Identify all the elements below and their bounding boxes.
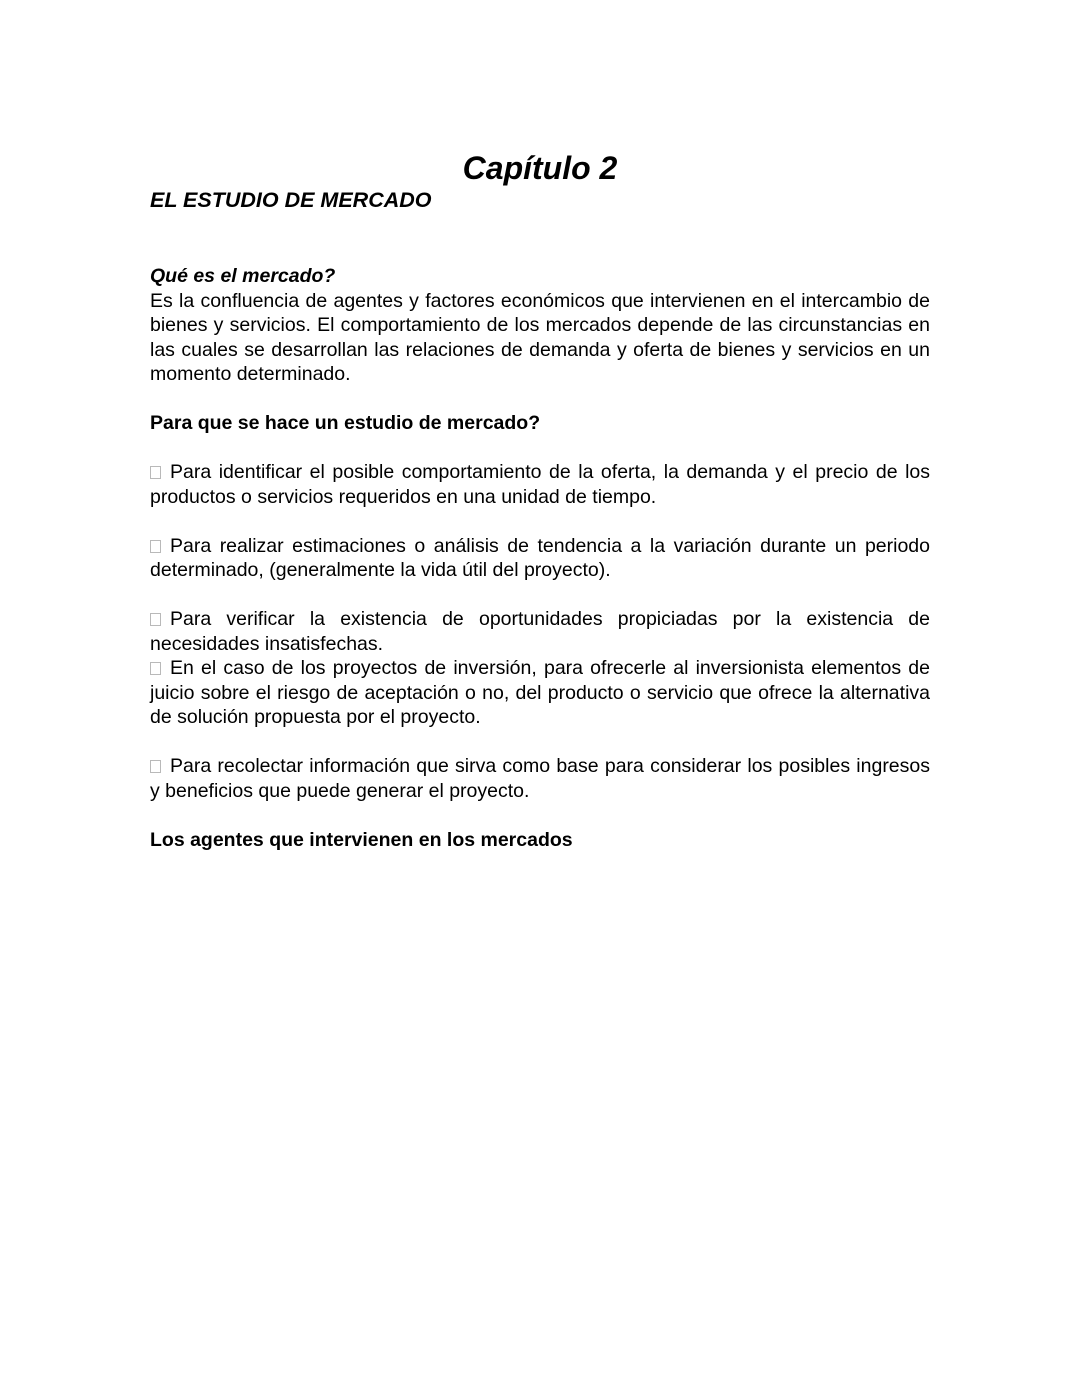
question-heading-market: Qué es el mercado?: [150, 265, 336, 287]
bullet-box-icon: [150, 466, 161, 479]
document-body: [150, 264, 930, 852]
bullet-item: [150, 607, 930, 656]
bullet-text: Para recolectar información que sirva como base para considerar los posibles ingresos y beneficios que puede generar el proyecto.: [150, 755, 930, 802]
spacer: [150, 583, 930, 608]
bullet-text: Para identificar el posible comportamiento de la oferta, la demanda y el precio de los productos o servicios requeridos en una unidad de tiempo.: [150, 461, 930, 508]
bullet-box-icon: [150, 540, 161, 553]
question-heading-purpose: Para que se hace un estudio de mercado?: [150, 412, 541, 434]
spacer: [150, 730, 930, 755]
bullet-text: En el caso de los proyectos de inversión, para ofrecerle al inversionista elementos de juicio sobre el riesgo de aceptación o no, del producto o servicio que ofrece la alternativa de solución propuesta por el proyecto.: [150, 657, 930, 728]
paragraph-market-definition: Es la confluencia de agentes y factores económicos que intervienen en el intercambio de bienes y servicios. El comportamiento de los mercados depende de las circunstancias en las cuales se desarrollan las relaciones de demanda y oferta de bienes y servicios en un momento determinado.: [150, 289, 930, 385]
bullet-text: Para realizar estimaciones o análisis de tendencia a la variación durante un periodo determinado, (generalmente la vida útil del proyecto).: [150, 534, 930, 581]
bullet-box-icon: [150, 760, 161, 773]
bullet-item: [150, 656, 930, 730]
spacer: [150, 509, 930, 534]
spacer: [150, 387, 930, 412]
bullet-text: Para verificar la existencia de oportunidades propiciadas por la existencia de necesidades insatisfechas.: [150, 608, 930, 655]
bullet-item: [150, 534, 930, 583]
spacer: [150, 803, 930, 828]
section-title: EL ESTUDIO DE MERCADO: [150, 188, 432, 212]
bullet-box-icon: [150, 662, 161, 675]
bullet-item: [150, 754, 930, 803]
chapter-title: Capítulo 2: [462, 150, 618, 186]
spacer: [150, 436, 930, 461]
bullet-box-icon: [150, 613, 161, 626]
bullet-item: [150, 460, 930, 509]
heading-market-agents: Los agentes que intervienen en los mercados: [150, 828, 573, 851]
